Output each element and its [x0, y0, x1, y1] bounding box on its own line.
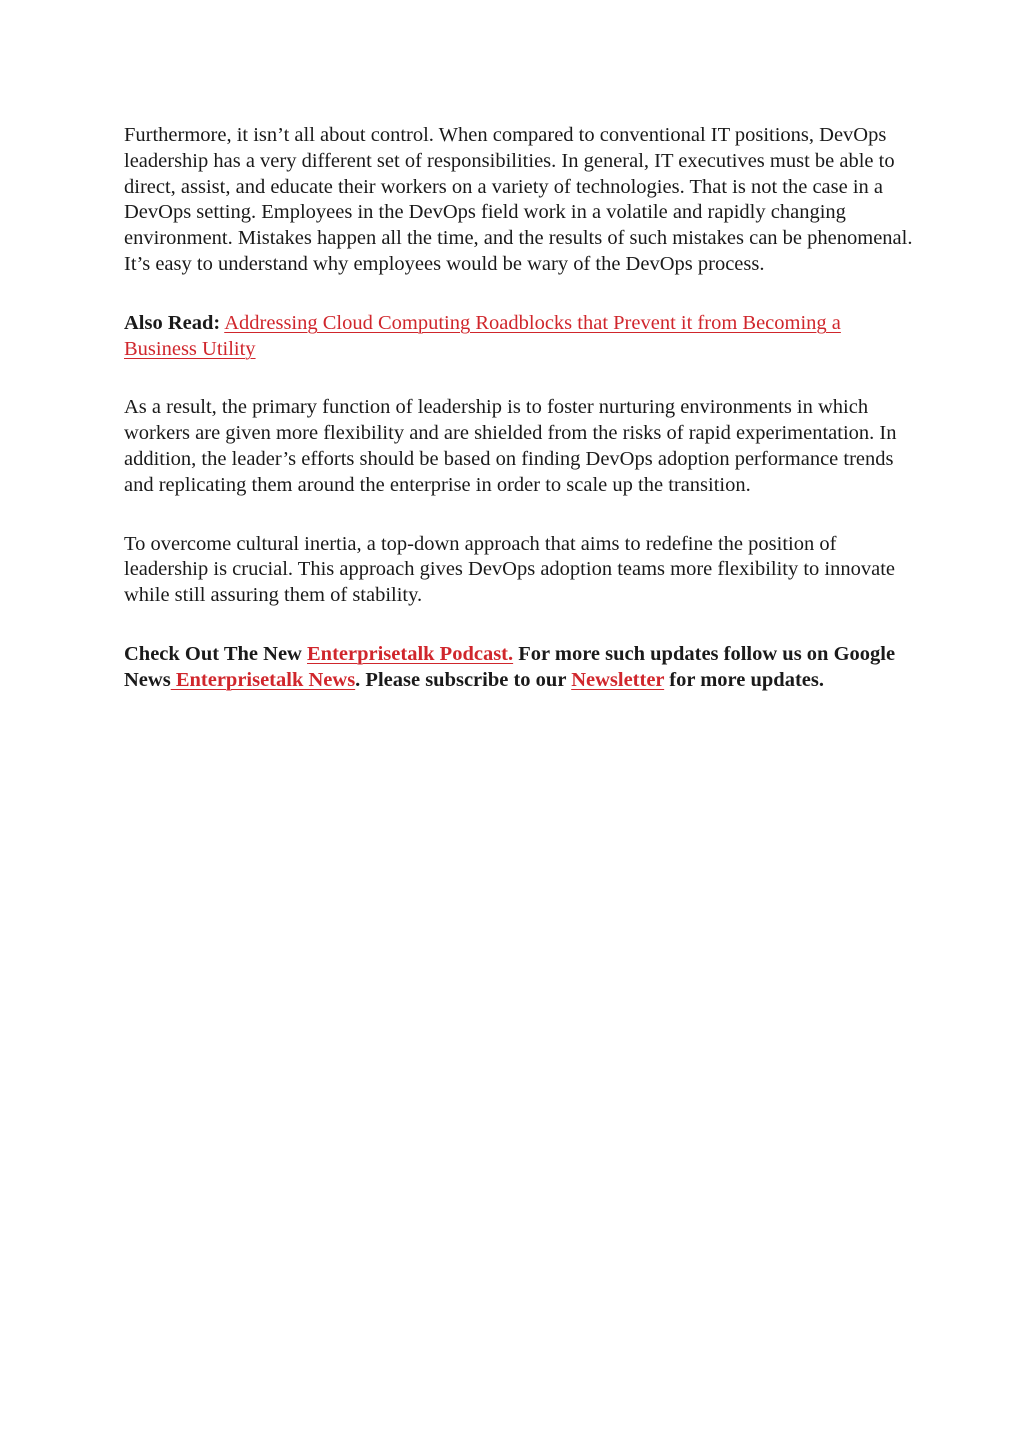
- cta-text-1: Check Out The New: [124, 642, 307, 665]
- article-body: [124, 123, 914, 727]
- also-read-link[interactable]: Addressing Cloud Computing Roadblocks that Prevent it from Becoming a Business Utility: [124, 311, 841, 360]
- paragraph-devops-control: Furthermore, it isn’t all about control. When compared to conventional IT positions, DevOps leadership has a very different set of responsibilities. In general, IT executives must be able to direct, assist, and educate their workers on a variety of technologies. That is not the case in a DevOps setting. Employees in the DevOps field work in a volatile and rapidly changing environment. Mistakes happen all the time, and the results of such mistakes can be phenomenal. It’s easy to understand why employees would be wary of the DevOps process.: [124, 124, 913, 275]
- paragraph-leadership-function: As a result, the primary function of leadership is to foster nurturing environments in which workers are given more flexibility and are shielded from the risks of rapid experimentation. In addition, the leader’s efforts should be based on finding DevOps adoption performance trends and replicating them around the enterprise in order to scale up the transition.: [124, 396, 897, 496]
- cta-text-4: for more updates.: [664, 668, 824, 691]
- cta-block: [124, 642, 914, 694]
- enterprisetalk-news-link[interactable]: Enterprisetalk News: [170, 668, 356, 691]
- podcast-link[interactable]: Enterprisetalk Podcast.: [307, 642, 514, 665]
- cta-text-2: For more such updates follow us on Google News: [124, 642, 896, 691]
- also-read-label: Also Read:: [124, 311, 221, 334]
- also-read-block: [124, 311, 914, 363]
- paragraph-cultural-inertia: To overcome cultural inertia, a top-down approach that aims to redefine the position of leadership is crucial. This approach gives DevOps adoption teams more flexibility to innovate while still assuring them of stability.: [124, 532, 896, 607]
- newsletter-link[interactable]: Newsletter: [571, 668, 665, 691]
- cta-text-3: . Please subscribe to our: [355, 668, 572, 691]
